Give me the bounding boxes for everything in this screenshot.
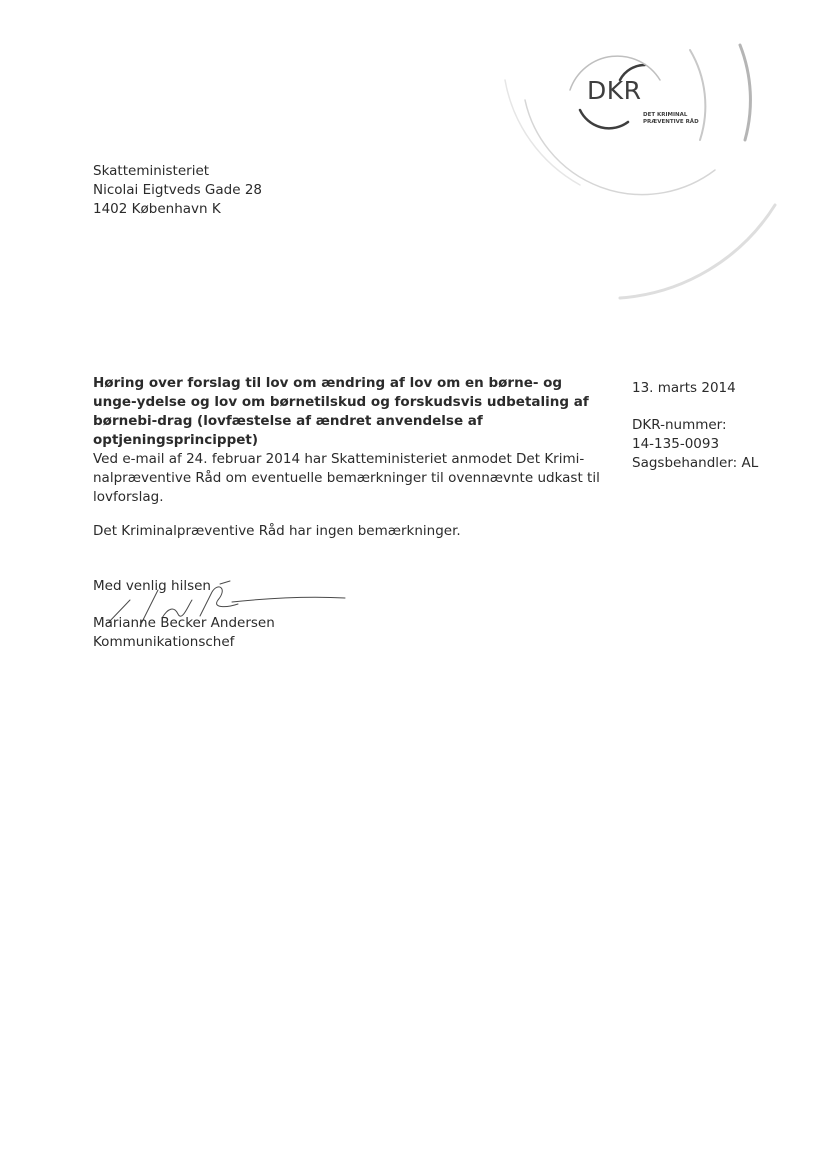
reference-label: DKR-nummer: — [632, 417, 727, 433]
closing-greeting: Med venlig hilsen — [93, 578, 211, 594]
logo-arc-inner-bottom — [580, 110, 628, 128]
logo-arc-outer-2 — [690, 50, 705, 140]
dkr-logo-text: DKR — [587, 76, 642, 105]
logo-arc-outer-4 — [620, 205, 775, 298]
signatory-name: Marianne Becker Andersen — [93, 615, 275, 631]
letter-date: 13. marts 2014 — [632, 380, 736, 396]
reference-block — [632, 416, 758, 473]
recipient-address — [93, 162, 262, 219]
logo-arc-outer-3 — [740, 45, 750, 140]
dkr-logo-arcs — [470, 20, 800, 320]
logo-subtitle-line-2: PRÆVENTIVE RÅD — [643, 119, 699, 125]
recipient-street: Nicolai Eigtveds Gade 28 — [93, 182, 263, 198]
signatory-title: Kommunikationschef — [93, 634, 235, 650]
letter-subject: Høring over forslag til lov om ændring af lov om en børne- og unge-ydelse og lov om børnetilskud og forskudsvis udbetaling af børnebi-drag (lovfæstelse af ændret anvendelse af optjeningsprincippet) — [93, 375, 589, 448]
logo-subtitle-line-1: DET KRIMINAL — [643, 112, 688, 118]
recipient-name: Skatteministeriet — [93, 163, 210, 179]
reference-number: 14-135-0093 — [632, 436, 720, 452]
dkr-logo-subtitle — [643, 112, 699, 126]
recipient-city: 1402 København K — [93, 201, 221, 217]
body-paragraph-2: Det Kriminalpræventive Råd har ingen bemærkninger. — [93, 523, 461, 539]
case-handler: Sagsbehandler: AL — [632, 455, 759, 471]
body-paragraph-1: Ved e-mail af 24. februar 2014 har Skatteministeriet anmodet Det Krimi-nalpræventive Råd om eventuelle bemærkninger til ovennævnte udkast til lovforslag. — [93, 451, 600, 505]
